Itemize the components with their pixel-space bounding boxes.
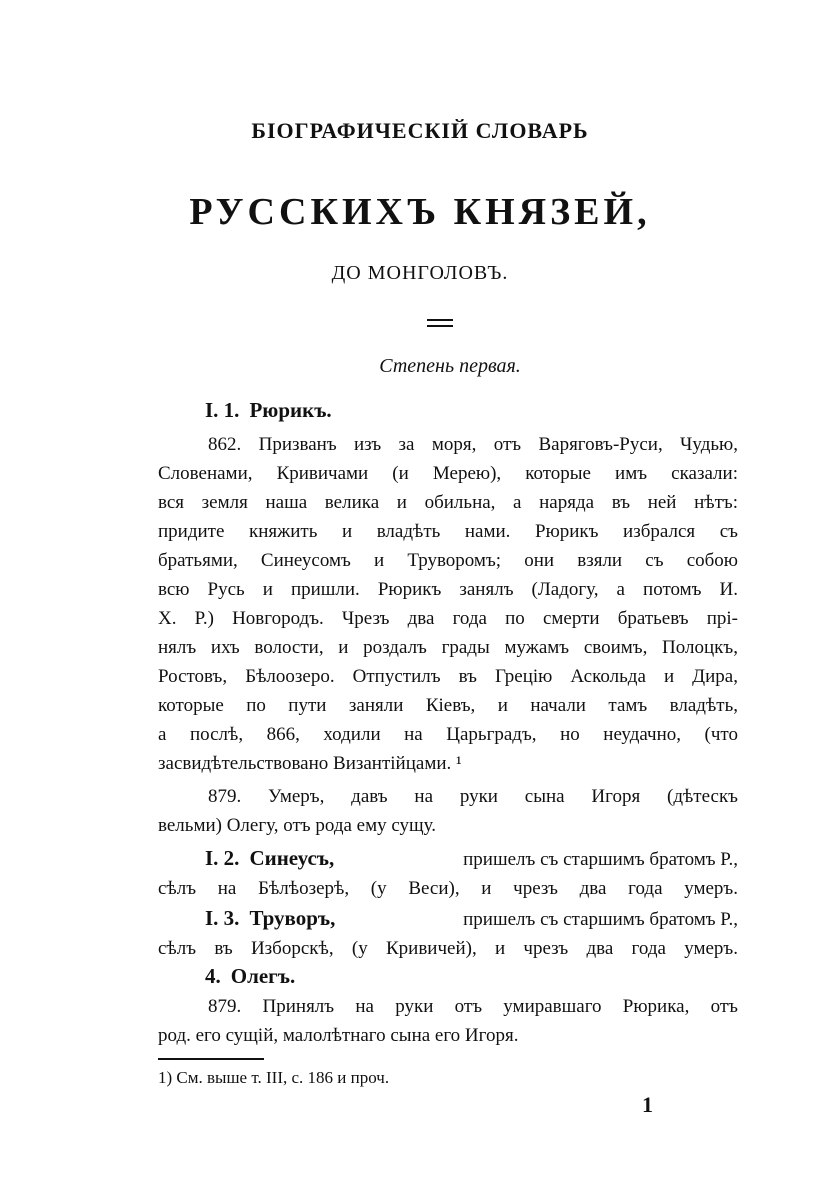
entry-number: I. 2.	[205, 846, 240, 870]
entry-name: Труворъ,	[249, 906, 336, 930]
text-line: 879. Принялъ на руки отъ умиравшаго Рюрика, отъ	[208, 996, 738, 1017]
text-line: засвидѣтельствовано Византійцами. ¹	[158, 753, 462, 774]
title-line-3: ДО МОНГОЛОВЪ.	[331, 262, 509, 284]
page-number: 1	[642, 1092, 653, 1117]
footnote-divider	[158, 1058, 264, 1060]
section-title: Степень первая.	[379, 355, 521, 377]
text-line: вся земля наша велика и обильна, а наряда въ ней нѣтъ:	[158, 492, 738, 513]
text-line: придите княжить и владѣть нами. Рюрикъ избрался съ	[158, 521, 738, 542]
text-line: Словенами, Кривичами (и Мерею), которые имъ сказали:	[158, 463, 738, 484]
text-line: пришелъ съ старшимъ братомъ Р.,	[463, 909, 738, 930]
text-line: а послѣ, 866, ходили на Царьградъ, но неудачно, (что	[158, 724, 738, 745]
text-line: пришелъ съ старшимъ братомъ Р.,	[463, 849, 738, 870]
title-line-2: РУССКИХЪ КНЯЗЕЙ,	[189, 191, 651, 233]
text-line: братьями, Синеусомъ и Труворомъ; они взяли съ собою	[158, 550, 738, 571]
entry-heading-truvor	[205, 906, 738, 931]
entry-heading-oleg	[205, 964, 295, 989]
text-line: 879. Умеръ, давъ на руки сына Игоря (дѣтескъ	[208, 786, 738, 807]
title-line-1: БІОГРАФИЧЕСКІЙ СЛОВАРЬ	[251, 118, 589, 143]
text-line: всю Русь и пришли. Рюрикъ занялъ (Ладогу, а потомъ И.	[158, 579, 738, 600]
entry-number: I. 1.	[205, 398, 240, 422]
text-line: род. его сущій, малолѣтнаго сына его Игоря.	[158, 1025, 519, 1046]
footnote: 1) См. выше т. III, с. 186 и проч.	[158, 1068, 390, 1087]
text-line: 862. Призванъ изъ за моря, отъ Варяговъ-Руси, Чудью,	[208, 434, 738, 455]
entry-number: I. 3.	[205, 906, 240, 930]
entry-name: Рюрикъ.	[249, 398, 332, 422]
text-line: сѣлъ на Бѣлѣозерѣ, (у Веси), и чрезъ два года умеръ.	[158, 878, 738, 899]
double-rule-divider	[427, 318, 453, 328]
text-line: вельми) Олегу, отъ рода ему сущу.	[158, 815, 437, 836]
text-line: Х. Р.) Новгородъ. Чрезъ два года по смерти братьевъ прі-	[158, 608, 738, 629]
entry-name: Синеусъ,	[249, 846, 335, 870]
entry-number: 4.	[205, 964, 221, 988]
text-line: Ростовъ, Бѣлоозеро. Отпустилъ въ Грецію Аскольда и Дира,	[158, 666, 738, 687]
text-line: нялъ ихъ волости, и роздалъ грады мужамъ своимъ, Полоцкъ,	[158, 637, 738, 658]
entry-heading-rurik	[205, 398, 332, 423]
entry-name: Олегъ.	[230, 964, 296, 988]
text-line: которые по пути заняли Кіевъ, и начали тамъ владѣть,	[158, 695, 738, 716]
entry-heading-sineus	[205, 846, 738, 871]
text-line: сѣлъ въ Изборскѣ, (у Кривичей), и чрезъ два года умеръ.	[158, 938, 738, 959]
